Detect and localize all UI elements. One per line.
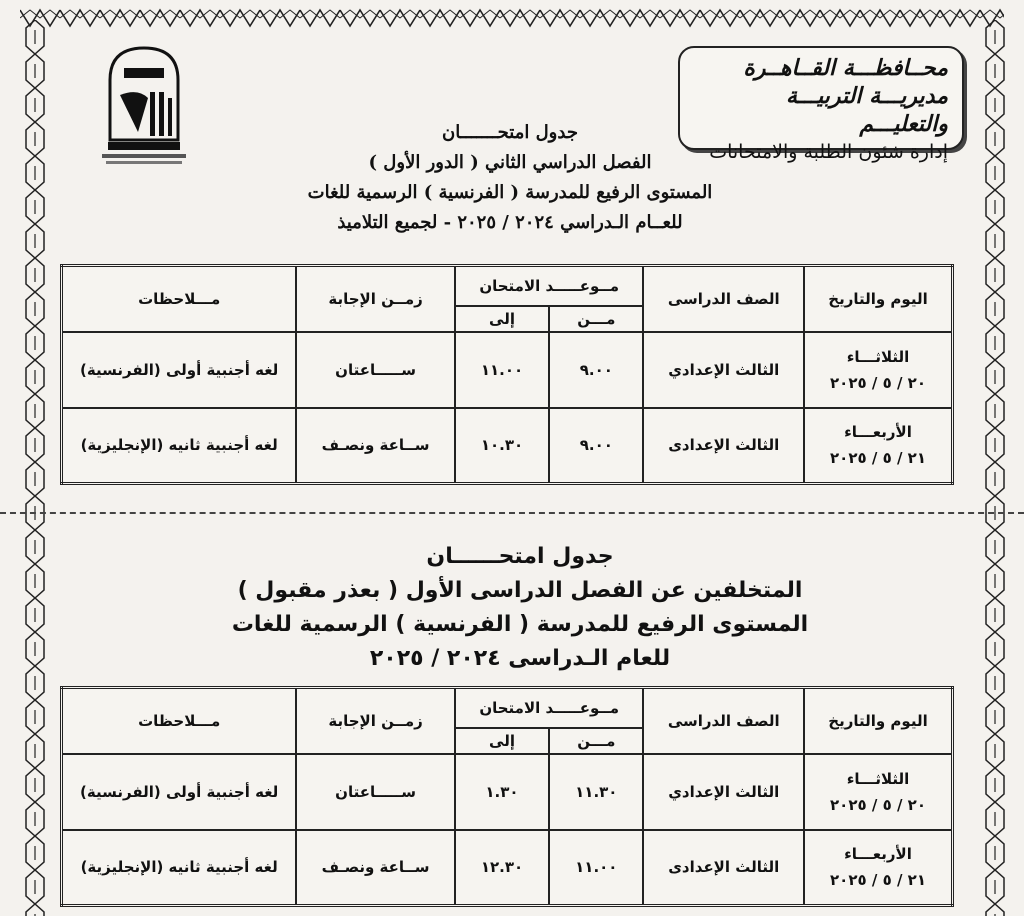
section1-titles xyxy=(180,118,840,238)
from-cell: ٩.٠٠ xyxy=(549,332,643,408)
department-label: إدارة شئون الطلبة والامتحانات xyxy=(709,141,948,163)
header-day-date: اليوم والتاريخ xyxy=(804,266,953,332)
header-notes: مـــلاحظات xyxy=(62,688,297,754)
section2-year: للعام الـدراسى ٢٠٢٤ / ٢٠٢٥ xyxy=(369,646,671,671)
header-exam-time: مــوعـــــد الامتحان xyxy=(455,266,644,306)
exam-schedule-table-2 xyxy=(60,686,954,907)
to-cell: ١٢.٣٠ xyxy=(455,830,549,906)
notes-cell: لغه أجنبية أولى (الفرنسية) xyxy=(62,332,297,408)
from-cell: ١١.٣٠ xyxy=(549,754,643,830)
duration-cell: ســـــاعتان xyxy=(296,754,455,830)
grade-cell: الثالث الإعدادى xyxy=(643,830,804,906)
table-row xyxy=(62,754,953,830)
section2-title: جدول امتحــــــان xyxy=(426,544,614,569)
notes-cell: لغه أجنبية ثانيه (الإنجليزية) xyxy=(62,408,297,484)
section2-school: المستوى الرفيع للمدرسة ( الفرنسية ) الرسمية للغات xyxy=(231,612,809,637)
grade-cell: الثالث الإعدادى xyxy=(643,408,804,484)
header-duration: زمــن الإجابة xyxy=(296,688,455,754)
decorative-border-left xyxy=(24,20,46,916)
header-exam-time: مــوعـــــد الامتحان xyxy=(455,688,644,728)
grade-cell: الثالث الإعدادي xyxy=(643,332,804,408)
header-from: مـــن xyxy=(549,306,643,332)
section1-year: للعــام الـدراسي ٢٠٢٤ / ٢٠٢٥ - لجميع التلاميذ xyxy=(337,212,683,233)
day-date-cell: الثلاثـــاء ٢٠ / ٥ / ٢٠٢٥ xyxy=(804,754,953,830)
section2-titles xyxy=(200,540,840,676)
from-cell: ٩.٠٠ xyxy=(549,408,643,484)
cut-line-divider xyxy=(0,512,1024,514)
section1-school: المستوى الرفيع للمدرسة ( الفرنسية ) الرسمية للغات xyxy=(307,182,713,203)
header-to: إلى xyxy=(455,728,549,754)
table-row xyxy=(62,332,953,408)
notes-cell: لغه أجنبية ثانيه (الإنجليزية) xyxy=(62,830,297,906)
header-to: إلى xyxy=(455,306,549,332)
header-duration: زمــن الإجابة xyxy=(296,266,455,332)
section2-subtitle: المتخلفين عن الفصل الدراسى الأول ( بعذر مقبول ) xyxy=(237,578,803,603)
grade-cell: الثالث الإعدادي xyxy=(643,754,804,830)
directorate-label: مديريـــة التربيـــة والتعليـــم xyxy=(786,83,948,137)
header-grade: الصف الدراسى xyxy=(643,266,804,332)
header-day-date: اليوم والتاريخ xyxy=(804,688,953,754)
duration-cell: ســاعة ونصـف xyxy=(296,408,455,484)
day-date-cell: الأربعـــاء ٢١ / ٥ / ٢٠٢٥ xyxy=(804,830,953,906)
to-cell: ١٠.٣٠ xyxy=(455,408,549,484)
decorative-border-top xyxy=(20,6,1004,30)
header-notes: مـــلاحظات xyxy=(62,266,297,332)
table-row xyxy=(62,830,953,906)
to-cell: ١١.٠٠ xyxy=(455,332,549,408)
duration-cell: ســاعة ونصـف xyxy=(296,830,455,906)
day-date-cell: الأربعـــاء ٢١ / ٥ / ٢٠٢٥ xyxy=(804,408,953,484)
exam-schedule-table-1 xyxy=(60,264,954,485)
decorative-border-right xyxy=(984,20,1006,916)
to-cell: ١.٣٠ xyxy=(455,754,549,830)
notes-cell: لغه أجنبية أولى (الفرنسية) xyxy=(62,754,297,830)
cairo-directorate-logo-icon xyxy=(98,40,190,170)
duration-cell: ســـــاعتان xyxy=(296,332,455,408)
day-date-cell: الثلاثـــاء ٢٠ / ٥ / ٢٠٢٥ xyxy=(804,332,953,408)
from-cell: ١١.٠٠ xyxy=(549,830,643,906)
header-grade: الصف الدراسى xyxy=(643,688,804,754)
section1-title: جدول امتحـــــــان xyxy=(442,122,578,143)
header-from: مـــن xyxy=(549,728,643,754)
section1-subtitle: الفصل الدراسي الثاني ( الدور الأول ) xyxy=(368,152,652,173)
table-row xyxy=(62,408,953,484)
governorate-label: محــافظـــة القــاهــرة xyxy=(743,55,948,81)
